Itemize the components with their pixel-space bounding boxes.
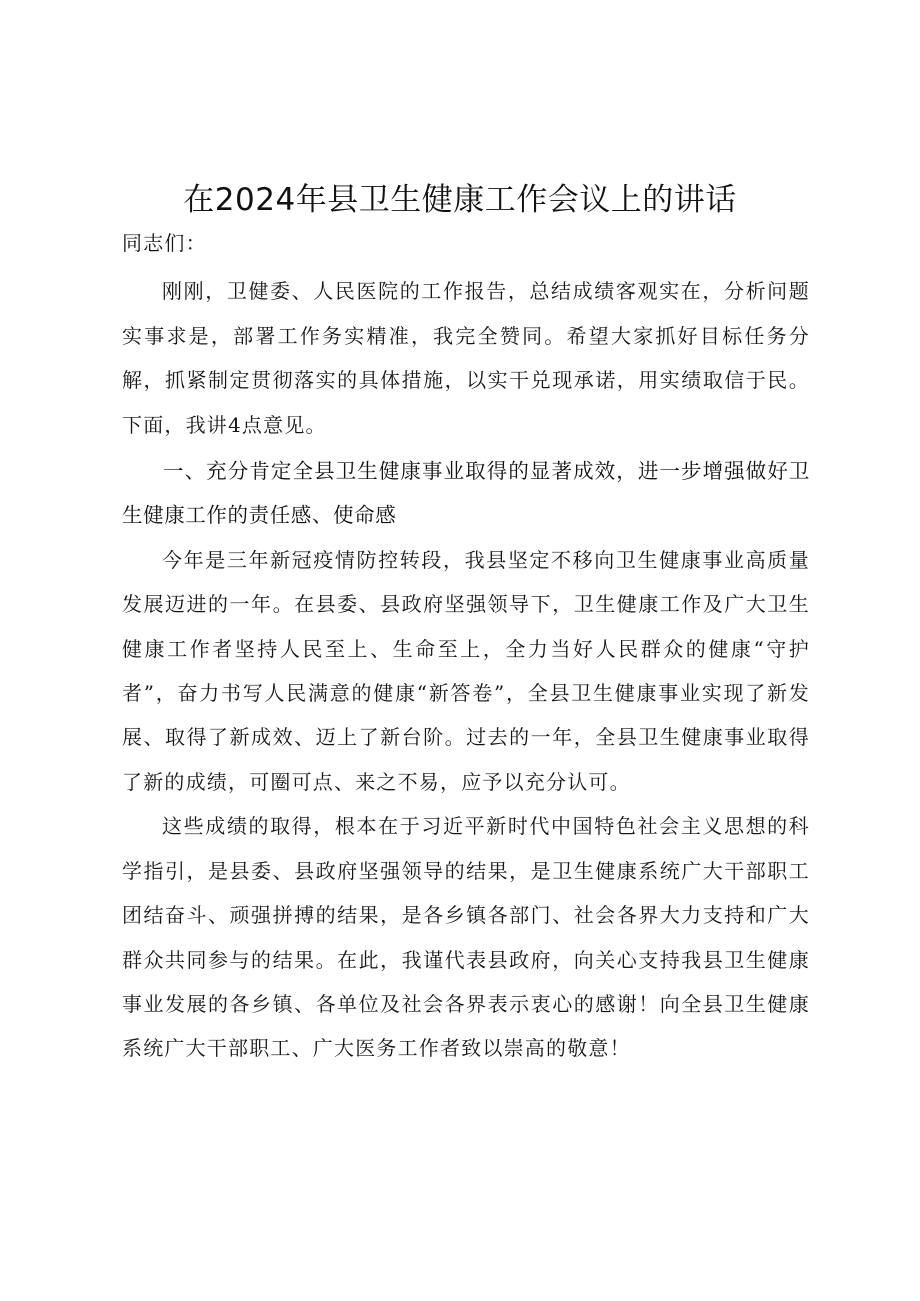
section-heading: 一、充分肯定全县卫生健康事业取得的显著成效，进一步增强做好卫生健康工作的责任感、使命感	[122, 459, 810, 528]
salutation: 同志们：	[122, 231, 207, 255]
section-paragraph-1: 今年是三年新冠疫情防控转段，我县坚定不移向卫生健康事业高质量发展迈进的一年。在县委、县政府坚强领导下，卫生健康工作及广大卫生健康工作者坚持人民至上、生命至上，全力当好人民群众的健康“守护者”，奋力书写人民满意的健康“新答卷”，全县卫生健康事业实现了新发展、取得了新成效、迈上了新台阶。过去的一年，全县卫生健康事业取得了新的成绩，可圈可点、来之不易，应予以充分认可。	[122, 547, 810, 794]
section-paragraph-2: 这些成绩的取得，根本在于习近平新时代中国特色社会主义思想的科学指引，是县委、县政府坚强领导的结果，是卫生健康系统广大干部职工团结奋斗、顽强拼搏的结果，是各乡镇各部门、社会各界大力支持和广大群众共同参与的结果。在此，我谨代表县政府，向关心支持我县卫生健康事业发展的各乡镇、各单位及社会各界表示衷心的感谢！向全县卫生健康系统广大干部职工、广大医务工作者致以崇高的敬意！	[122, 814, 810, 1061]
document-title: 在2024年县卫生健康工作会议上的讲话	[183, 182, 737, 218]
document-body	[122, 225, 810, 1071]
intro-paragraph: 刚刚，卫健委、人民医院的工作报告，总结成绩客观实在，分析问题实事求是，部署工作务实精准，我完全赞同。希望大家抓好目标任务分解，抓紧制定贯彻落实的具体措施，以实干兑现承诺，用实绩取信于民。下面，我讲4点意见。	[122, 279, 810, 437]
